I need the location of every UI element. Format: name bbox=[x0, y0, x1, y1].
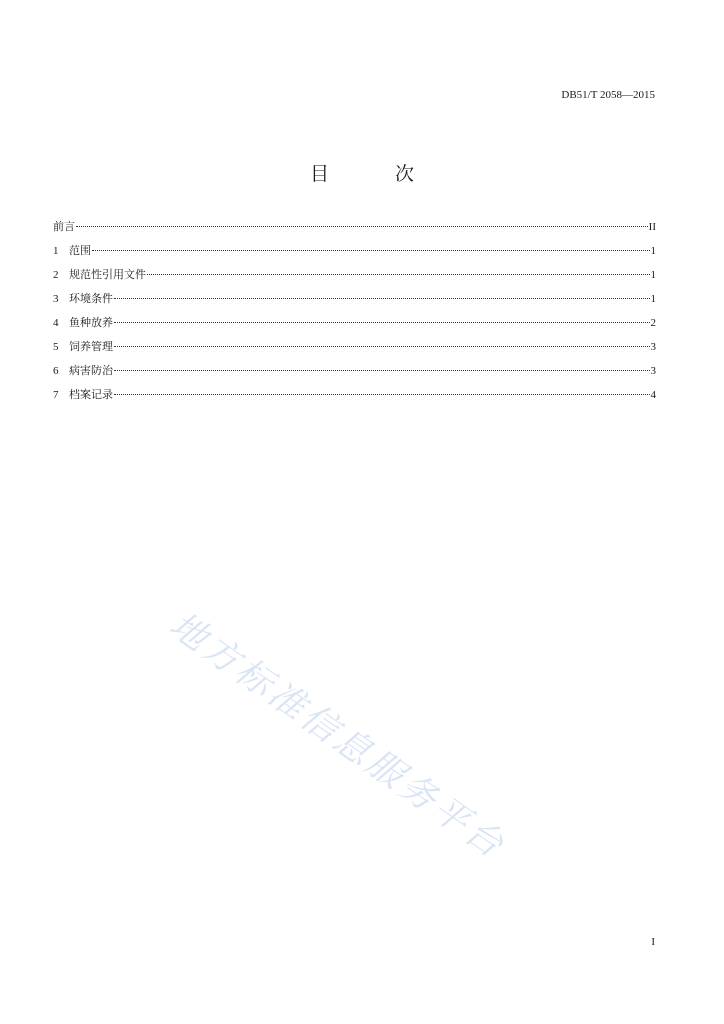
table-of-contents bbox=[53, 220, 656, 412]
toc-entry-number: 5 bbox=[53, 341, 59, 353]
page-number: I bbox=[651, 936, 655, 948]
document-code: DB51/T 2058—2015 bbox=[561, 89, 655, 101]
toc-entry-label: 病害防治 bbox=[69, 364, 113, 377]
toc-entry-number: 7 bbox=[53, 389, 59, 401]
toc-leader-dots bbox=[76, 226, 648, 227]
toc-entry-label: 前言 bbox=[53, 220, 75, 233]
toc-leader-dots bbox=[92, 250, 650, 251]
toc-entry-page: 1 bbox=[650, 269, 656, 281]
toc-leader-dots bbox=[114, 346, 650, 347]
toc-entry-page: 1 bbox=[650, 245, 656, 257]
toc-entry-label: 环境条件 bbox=[69, 292, 113, 305]
toc-entry-label: 饲养管理 bbox=[69, 340, 113, 353]
toc-title: 目 次 bbox=[309, 163, 445, 185]
toc-entry-disease-prevention[interactable] bbox=[53, 364, 656, 388]
toc-leader-dots bbox=[114, 394, 650, 395]
toc-leader-dots bbox=[147, 274, 650, 275]
toc-entry-page: 3 bbox=[650, 365, 656, 377]
toc-entry-normative-references[interactable] bbox=[53, 268, 656, 292]
watermark-text: 地方标准信息服务平台 bbox=[161, 604, 514, 868]
toc-entry-page: 3 bbox=[650, 341, 656, 353]
toc-entry-number: 3 bbox=[53, 293, 59, 305]
toc-entry-scope[interactable] bbox=[53, 244, 656, 268]
toc-entry-number: 2 bbox=[53, 269, 59, 281]
toc-entry-label: 范围 bbox=[69, 244, 91, 257]
toc-leader-dots bbox=[114, 298, 650, 299]
toc-entry-label: 规范性引用文件 bbox=[69, 268, 146, 281]
toc-entry-number: 6 bbox=[53, 365, 59, 377]
toc-entry-label: 档案记录 bbox=[69, 388, 113, 401]
toc-entry-feeding-management[interactable] bbox=[53, 340, 656, 364]
toc-leader-dots bbox=[114, 370, 650, 371]
toc-entry-stocking[interactable] bbox=[53, 316, 656, 340]
toc-entry-page: 4 bbox=[650, 389, 656, 401]
toc-entry-page: II bbox=[648, 221, 656, 233]
toc-leader-dots bbox=[114, 322, 650, 323]
toc-entry-page: 2 bbox=[650, 317, 656, 329]
toc-entry-page: 1 bbox=[650, 293, 656, 305]
toc-entry-label: 鱼种放养 bbox=[69, 316, 113, 329]
toc-entry-records[interactable] bbox=[53, 388, 656, 412]
toc-entry-number: 1 bbox=[53, 245, 59, 257]
toc-entry-number: 4 bbox=[53, 317, 59, 329]
toc-entry-environment[interactable] bbox=[53, 292, 656, 316]
toc-entry-foreword[interactable] bbox=[53, 220, 656, 244]
